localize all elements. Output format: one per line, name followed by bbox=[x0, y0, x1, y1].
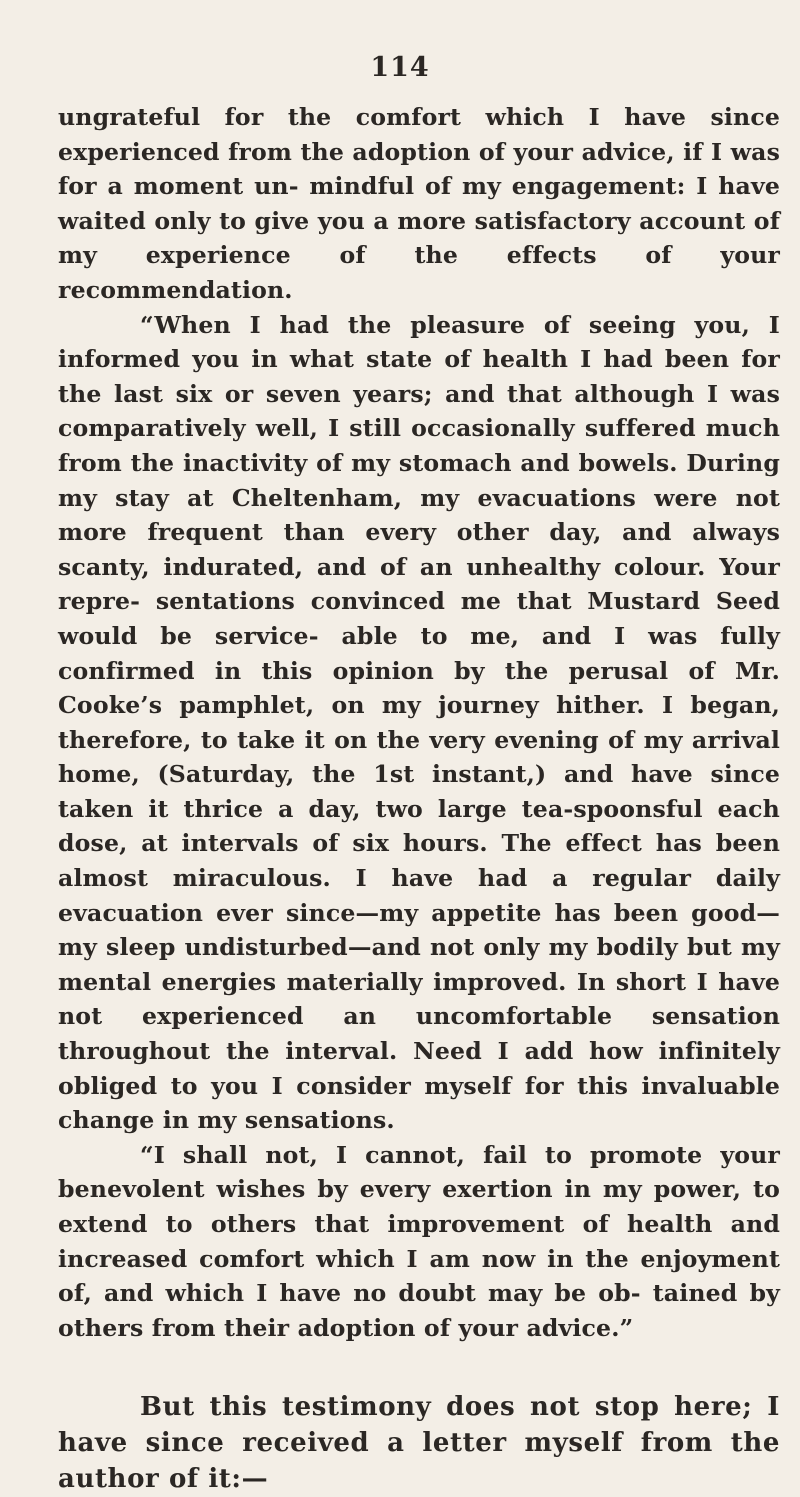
paragraph-letter-health: “When I had the pleasure of seeing you, I informed you in what state of health I had been for the last six or seven years; and that although I was comparatively well, I still occasionally suffered much from the inactivity of my stomach and bowels. During my stay at Cheltenham, my evacuations were not more frequent than every other day, and always scanty, indurated, and of an unhealthy colour. Your repre- sentations convinced me that Mustard Seed would be service- able to me, and I was fully confirmed in this opinion by the perusal of Mr. Cooke’s pamphlet, on my journey hither. I began, therefore, to take it on the very evening of my arrival home, (Saturday, the 1st instant,) and have since taken it thrice a day, two large tea-spoonsful each dose, at intervals of six hours. The effect has been almost miraculous. I have had a regular daily evacuation ever since—my appetite has been good—my sleep undisturbed—and not only my bodily but my mental energies materially improved. In short I have not experienced an uncomfortable sensation throughout the interval. Need I add how infinitely obliged to you I consider myself for this invaluable change in my sensations. bbox=[58, 310, 780, 1135]
page-text bbox=[58, 100, 780, 1497]
paragraph-testimony: But this testimony does not stop here; I have since received a letter myself from the author of it:— bbox=[58, 1392, 780, 1495]
paragraph-continuation: ungrateful for the comfort which I have since experienced from the adoption of your advice, if I was for a moment un- mindful of my engagement: I have waited only to give you a more satisfactory account of my experience of the effects of your recommendation. bbox=[58, 103, 780, 304]
page-number: 114 bbox=[370, 52, 430, 83]
paragraph-letter-closing: “I shall not, I cannot, fail to promote your benevolent wishes by every exertion in my power, to extend to others that improvement of health and increased comfort which I am now in the enjoyment of, and which I have no doubt may be ob- tained by others from their adoption of your advice.” bbox=[58, 1140, 780, 1342]
